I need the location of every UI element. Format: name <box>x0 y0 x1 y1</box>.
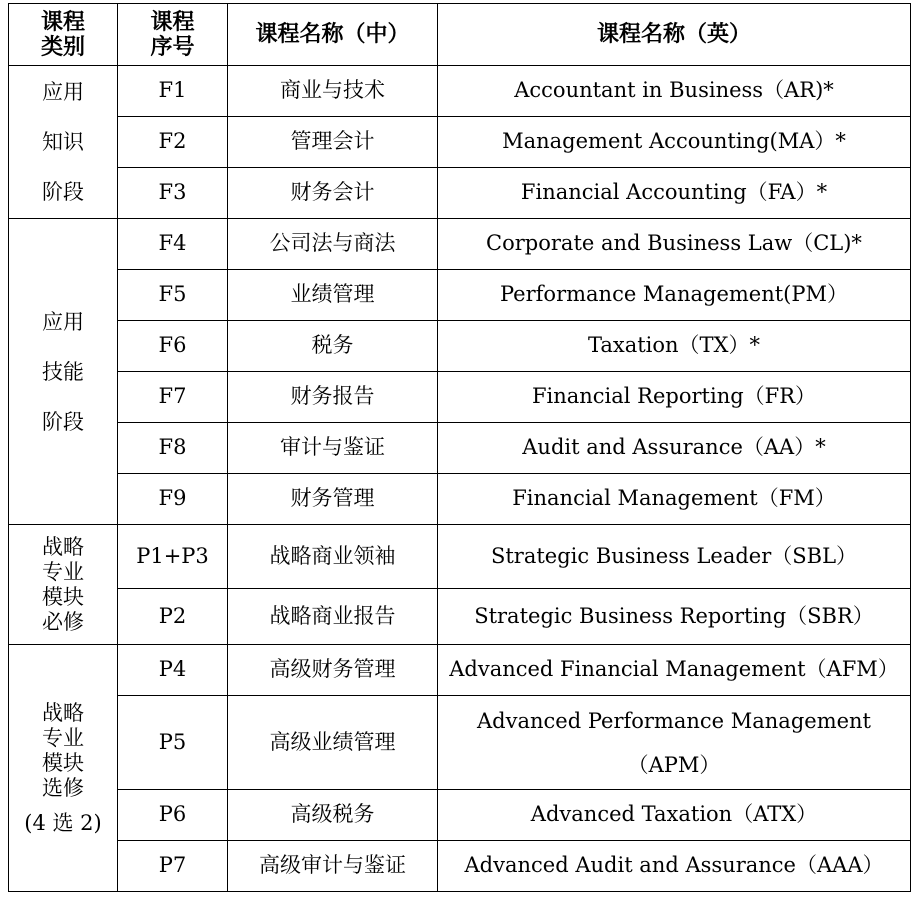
course-name-en: Accountant in Business（AR)* <box>438 66 911 117</box>
table-row <box>9 790 911 841</box>
course-name-cn: 审计与鉴证 <box>228 423 438 474</box>
course-number: F2 <box>118 117 228 168</box>
course-number: P7 <box>118 841 228 892</box>
course-number: F3 <box>118 168 228 219</box>
course-name-en: Strategic Business Reporting（SBR） <box>438 589 911 645</box>
course-name-cn: 高级税务 <box>228 790 438 841</box>
table-row <box>9 474 911 525</box>
course-name-cn: 高级业绩管理 <box>228 696 438 790</box>
course-number: F9 <box>118 474 228 525</box>
category-cell: 战略 专业 模块 必修 <box>9 525 118 645</box>
table-row <box>9 841 911 892</box>
course-name-cn: 业绩管理 <box>228 270 438 321</box>
category-cell: 应用 知识 阶段 <box>9 66 118 219</box>
course-name-cn: 战略商业领袖 <box>228 525 438 589</box>
table-row <box>9 321 911 372</box>
course-name-cn: 战略商业报告 <box>228 589 438 645</box>
course-name-cn: 财务管理 <box>228 474 438 525</box>
table-row <box>9 270 911 321</box>
course-name-en: Advanced Financial Management（AFM） <box>438 645 911 696</box>
table-row <box>9 589 911 645</box>
course-number: F1 <box>118 66 228 117</box>
header-row <box>9 4 911 66</box>
course-table <box>8 3 911 892</box>
course-name-en: Performance Management(PM） <box>438 270 911 321</box>
table-row <box>9 219 911 270</box>
category-cell: 应用 技能 阶段 <box>9 219 118 525</box>
table-row <box>9 696 911 790</box>
course-name-en: Advanced Taxation（ATX） <box>438 790 911 841</box>
table-row <box>9 117 911 168</box>
course-number: F7 <box>118 372 228 423</box>
table-row <box>9 645 911 696</box>
header-name-en: 课程名称（英） <box>438 4 911 66</box>
course-name-cn: 高级审计与鉴证 <box>228 841 438 892</box>
course-number: P6 <box>118 790 228 841</box>
course-name-cn: 商业与技术 <box>228 66 438 117</box>
course-name-en: Financial Accounting（FA）* <box>438 168 911 219</box>
course-number: P4 <box>118 645 228 696</box>
course-number: F8 <box>118 423 228 474</box>
course-name-cn: 财务报告 <box>228 372 438 423</box>
course-name-en: Financial Reporting（FR） <box>438 372 911 423</box>
course-name-cn: 高级财务管理 <box>228 645 438 696</box>
course-number: F6 <box>118 321 228 372</box>
table-row <box>9 168 911 219</box>
table-row <box>9 525 911 589</box>
course-name-en: Advanced Performance Management （APM） <box>438 696 911 790</box>
category-cell: 战略 专业 模块 选修 (4 选 2) <box>9 645 118 892</box>
course-name-cn: 公司法与商法 <box>228 219 438 270</box>
course-name-cn: 管理会计 <box>228 117 438 168</box>
table-row <box>9 66 911 117</box>
course-name-en: Strategic Business Leader（SBL） <box>438 525 911 589</box>
course-number: P5 <box>118 696 228 790</box>
header-number: 课程 序号 <box>118 4 228 66</box>
course-name-en: Corporate and Business Law（CL)* <box>438 219 911 270</box>
course-name-en: Financial Management（FM） <box>438 474 911 525</box>
course-number: F5 <box>118 270 228 321</box>
course-name-cn: 财务会计 <box>228 168 438 219</box>
table-row <box>9 423 911 474</box>
course-name-en: Audit and Assurance（AA）* <box>438 423 911 474</box>
course-name-en: Taxation（TX）* <box>438 321 911 372</box>
header-category: 课程 类别 <box>9 4 118 66</box>
course-name-en: Advanced Audit and Assurance（AAA） <box>438 841 911 892</box>
course-name-cn: 税务 <box>228 321 438 372</box>
table-row <box>9 372 911 423</box>
course-number: F4 <box>118 219 228 270</box>
course-name-en: Management Accounting(MA）* <box>438 117 911 168</box>
course-number: P1+P3 <box>118 525 228 589</box>
course-number: P2 <box>118 589 228 645</box>
header-name-cn: 课程名称（中） <box>228 4 438 66</box>
